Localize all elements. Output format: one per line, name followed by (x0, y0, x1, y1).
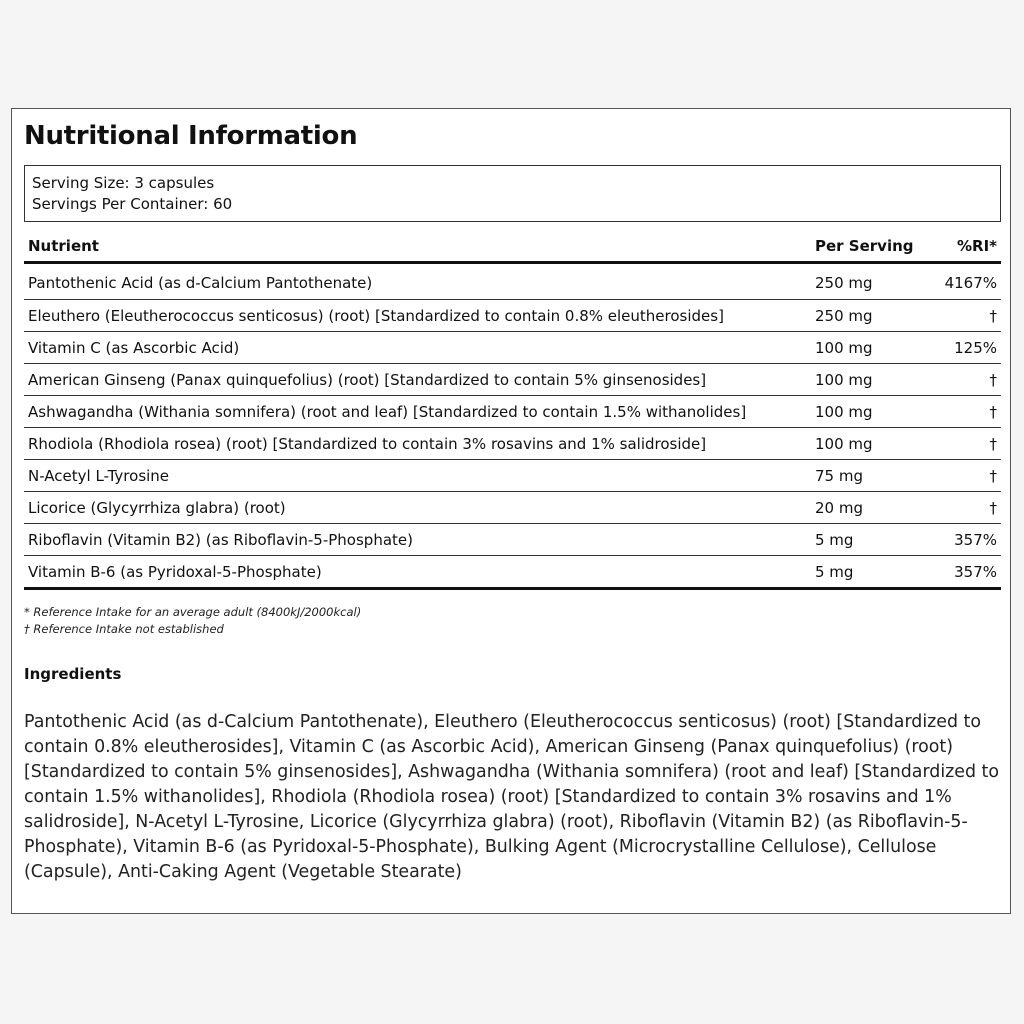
nutrient-table (24, 231, 1001, 590)
table-row (24, 300, 1001, 332)
footnote-not-established: † Reference Intake not established (24, 622, 224, 636)
table-row (24, 396, 1001, 428)
nutrient-ri: † (923, 300, 1001, 332)
nutrient-ri: 125% (923, 332, 1001, 364)
table-row (24, 492, 1001, 524)
nutrient-ri: † (923, 460, 1001, 492)
table-row (24, 556, 1001, 589)
table-row (24, 364, 1001, 396)
serving-size: Serving Size: 3 capsules (32, 174, 215, 192)
nutrient-amount: 100 mg (811, 428, 923, 460)
nutrient-name: Eleuthero (Eleutherococcus senticosus) (root) [Standardized to contain 0.8% eleutherosides] (24, 300, 811, 332)
nutrient-name: Riboflavin (Vitamin B2) (as Riboflavin-5-Phosphate) (24, 524, 811, 556)
table-row (24, 263, 1001, 300)
nutrient-amount: 250 mg (811, 300, 923, 332)
nutrient-amount: 20 mg (811, 492, 923, 524)
serving-info-box (24, 165, 1001, 222)
table-row (24, 428, 1001, 460)
nutrient-amount: 75 mg (811, 460, 923, 492)
nutrient-ri: † (923, 364, 1001, 396)
header-nutrient: Nutrient (24, 231, 811, 263)
nutrient-name: American Ginseng (Panax quinquefolius) (root) [Standardized to contain 5% ginsenosides] (24, 364, 811, 396)
nutrient-ri: † (923, 396, 1001, 428)
nutrient-name: Ashwagandha (Withania somnifera) (root and leaf) [Standardized to contain 1.5% withanolides] (24, 396, 811, 428)
nutrient-ri: 4167% (923, 263, 1001, 300)
footnote-reference-intake: * Reference Intake for an average adult (8400kJ/2000kcal) (24, 605, 362, 619)
header-per-serving: Per Serving (811, 231, 923, 263)
nutrient-amount: 5 mg (811, 524, 923, 556)
nutrient-name: Vitamin C (as Ascorbic Acid) (24, 332, 811, 364)
footnotes (24, 604, 361, 638)
table-row (24, 524, 1001, 556)
ingredients-heading: Ingredients (24, 665, 122, 683)
table-row (24, 332, 1001, 364)
page-title: Nutritional Information (24, 121, 358, 151)
nutrient-name: Rhodiola (Rhodiola rosea) (root) [Standardized to contain 3% rosavins and 1% salidroside] (24, 428, 811, 460)
nutrient-amount: 100 mg (811, 332, 923, 364)
ingredients-text: Pantothenic Acid (as d-Calcium Pantothenate), Eleuthero (Eleutherococcus senticosus) (root) [Standardized to contain 0.8% eleutherosides], Vitamin C (as Ascorbic Acid), American Ginseng (Panax quinquefolius) (root) [Standardized to contain 5% ginsenosides], Ashwagandha (Withania somnifera) (root and leaf) [Standardized to contain 1.5% withanolides], Rhodiola (Rhodiola rosea) (root) [Standardized to contain 3% rosavins and 1% salidroside], N-Acetyl L-Tyrosine, Licorice (Glycyrrhiza glabra) (root), Riboflavin (Vitamin B2) (as Riboflavin-5-Phosphate), Vitamin B-6 (as Pyridoxal-5-Phosphate), Bulking Agent (Microcrystalline Cellulose), Cellulose (Capsule), Anti-Caking Agent (Vegetable Stearate) (24, 712, 1000, 882)
nutrient-name: Vitamin B-6 (as Pyridoxal-5-Phosphate) (24, 556, 811, 589)
nutrient-ri: † (923, 492, 1001, 524)
nutrient-ri: 357% (923, 524, 1001, 556)
table-row (24, 460, 1001, 492)
nutrition-panel (11, 108, 1011, 914)
nutrient-ri: 357% (923, 556, 1001, 589)
table-header-row (24, 231, 1001, 263)
nutrient-name: N-Acetyl L-Tyrosine (24, 460, 811, 492)
header-ri: %RI* (923, 231, 1001, 263)
nutrient-amount: 100 mg (811, 396, 923, 428)
nutrient-ri: † (923, 428, 1001, 460)
nutrient-name: Licorice (Glycyrrhiza glabra) (root) (24, 492, 811, 524)
nutrient-amount: 5 mg (811, 556, 923, 589)
nutrient-name: Pantothenic Acid (as d-Calcium Pantothenate) (24, 263, 811, 300)
nutrient-amount: 100 mg (811, 364, 923, 396)
servings-per-container: Servings Per Container: 60 (32, 195, 233, 213)
nutrient-amount: 250 mg (811, 263, 923, 300)
